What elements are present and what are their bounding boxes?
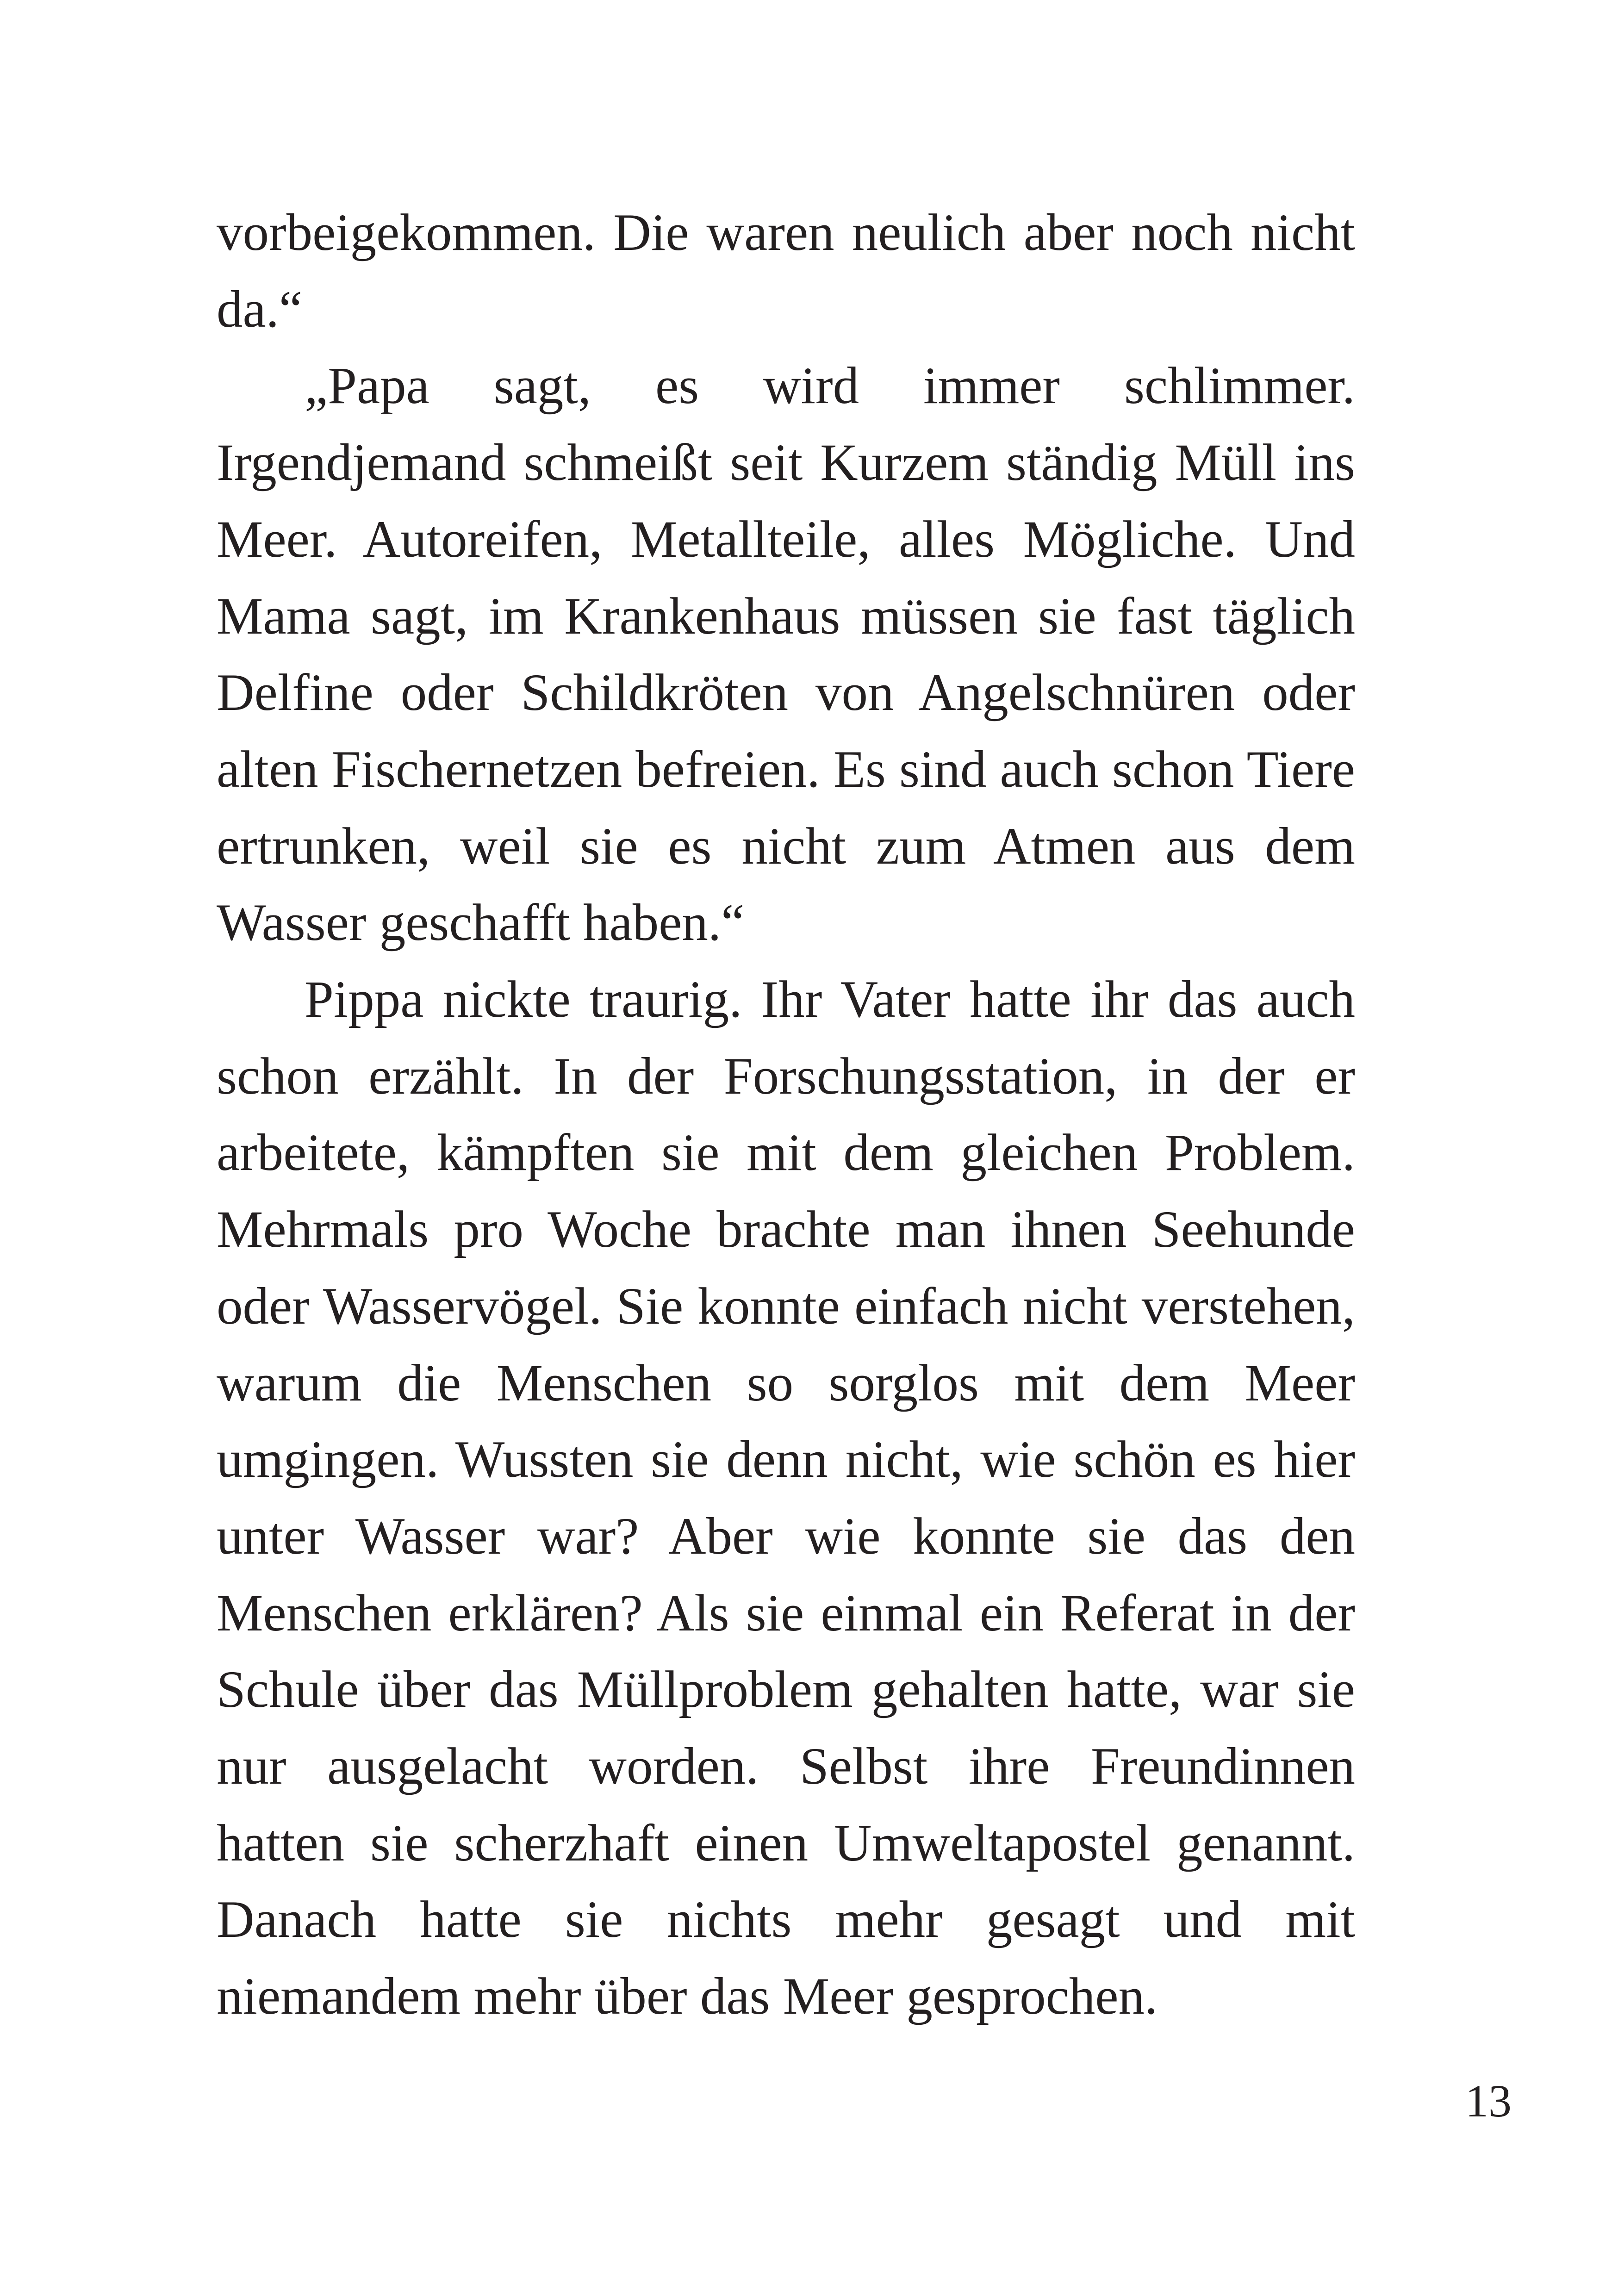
paragraph-continuation: vorbeigekommen. Die waren neulich aber noch nicht da.“ <box>217 204 1355 338</box>
paragraph-dialogue: „Papa sagt, es wird immer schlimmer. Irgendjemand schmeißt seit Kurzem ständig Müll ins Meer. Autoreifen, Metallteile, alles Mögliche. Und Mama sagt, im Krankenhaus müssen sie fast täglich Delfine oder Schildkröten von Angelschnüren oder alten Fischernetzen befreien. Es sind auch schon Tiere ertrunken, weil sie es nicht zum Atmen aus dem Wasser geschafft haben.“ <box>217 357 1355 952</box>
page-number: 13 <box>1465 2075 1512 2127</box>
body-text <box>217 194 1355 2035</box>
paragraph-narration: Pippa nickte traurig. Ihr Vater hatte ihr das auch schon erzählt. In der Forschungsstation, in der er arbeitete, kämpften sie mit dem gleichen Problem. Mehrmals pro Woche brachte man ihnen Seehunde oder Wasservögel. Sie konnte einfach nicht verstehen, warum die Menschen so sorglos mit dem Meer umgingen. Wussten sie denn nicht, wie schön es hier unter Wasser war? Aber wie konnte sie das den Menschen erklären? Als sie einmal ein Referat in der Schule über das Müllproblem gehalten hatte, war sie nur ausgelacht worden. Selbst ihre Freundinnen hatten sie scherzhaft einen Umweltapostel genannt. Danach hatte sie nichts mehr gesagt und mit niemandem mehr über das Meer gesprochen. <box>217 971 1355 2026</box>
